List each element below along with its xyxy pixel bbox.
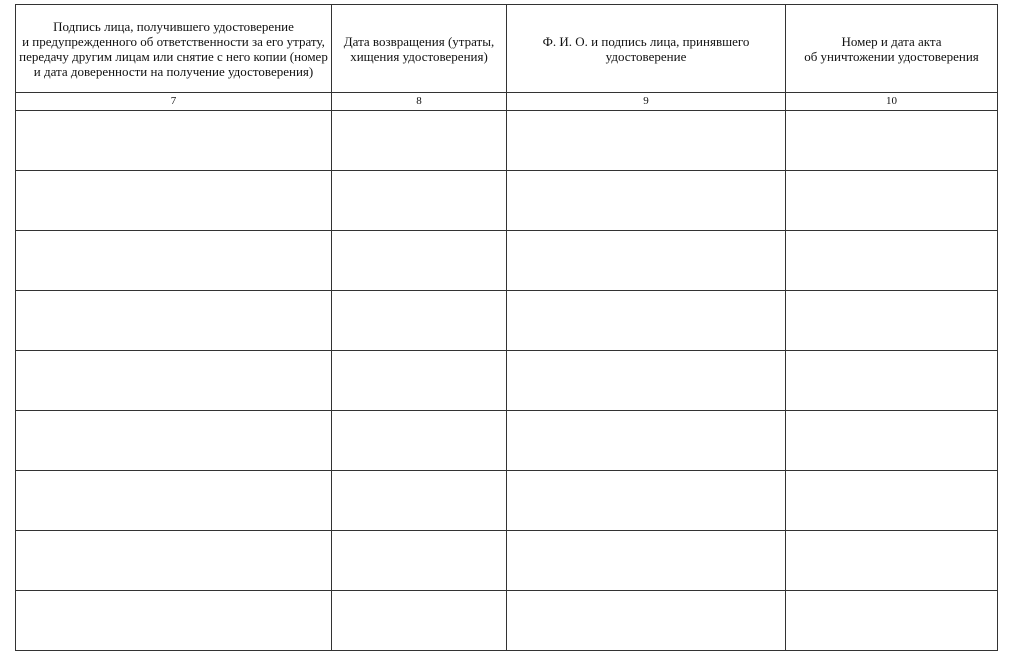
header-return-date: Дата возвращения (утраты, хищения удостоверения) [332, 5, 507, 93]
table-row [16, 591, 998, 651]
blank-cell[interactable] [16, 111, 332, 171]
table-body [16, 111, 998, 651]
blank-cell[interactable] [786, 471, 998, 531]
blank-cell[interactable] [786, 591, 998, 651]
blank-cell[interactable] [16, 171, 332, 231]
blank-cell[interactable] [786, 291, 998, 351]
table-row [16, 351, 998, 411]
blank-cell[interactable] [16, 351, 332, 411]
blank-cell[interactable] [332, 531, 507, 591]
column-number-10: 10 [786, 93, 998, 111]
table-row [16, 471, 998, 531]
table-row [16, 111, 998, 171]
blank-cell[interactable] [332, 591, 507, 651]
blank-cell[interactable] [16, 591, 332, 651]
blank-cell[interactable] [16, 411, 332, 471]
blank-cell[interactable] [507, 411, 786, 471]
blank-cell[interactable] [16, 471, 332, 531]
blank-cell[interactable] [332, 351, 507, 411]
blank-cell[interactable] [332, 411, 507, 471]
blank-cell[interactable] [786, 411, 998, 471]
blank-cell[interactable] [786, 171, 998, 231]
header-row [16, 5, 998, 93]
table-row [16, 291, 998, 351]
blank-cell[interactable] [332, 171, 507, 231]
table-row [16, 411, 998, 471]
blank-cell[interactable] [786, 531, 998, 591]
blank-cell[interactable] [786, 351, 998, 411]
blank-cell[interactable] [507, 591, 786, 651]
blank-cell[interactable] [507, 171, 786, 231]
blank-cell[interactable] [332, 291, 507, 351]
blank-cell[interactable] [16, 531, 332, 591]
blank-cell[interactable] [507, 111, 786, 171]
blank-cell[interactable] [332, 231, 507, 291]
blank-cell[interactable] [507, 531, 786, 591]
blank-cell[interactable] [332, 111, 507, 171]
blank-cell[interactable] [507, 231, 786, 291]
blank-cell[interactable] [16, 291, 332, 351]
register-table [15, 4, 998, 651]
blank-cell[interactable] [507, 471, 786, 531]
table-row [16, 531, 998, 591]
column-number-8: 8 [332, 93, 507, 111]
header-signature-recipient: Подпись лица, получившего удостоверение и предупрежденного об ответственности за его утрату, передачу другим лицам или снятие с него копии (номер и дата доверенности на получение удостоверения) [16, 5, 332, 93]
header-destruction-act: Номер и дата акта об уничтожении удостоверения [786, 5, 998, 93]
column-number-9: 9 [507, 93, 786, 111]
table-row [16, 231, 998, 291]
blank-cell[interactable] [16, 231, 332, 291]
blank-cell[interactable] [507, 351, 786, 411]
table-row [16, 171, 998, 231]
blank-cell[interactable] [507, 291, 786, 351]
blank-cell[interactable] [786, 231, 998, 291]
header-acceptor-name-signature: Ф. И. О. и подпись лица, принявшего удостоверение [507, 5, 786, 93]
blank-cell[interactable] [786, 111, 998, 171]
blank-cell[interactable] [332, 471, 507, 531]
column-number-row [16, 93, 998, 111]
column-number-7: 7 [16, 93, 332, 111]
